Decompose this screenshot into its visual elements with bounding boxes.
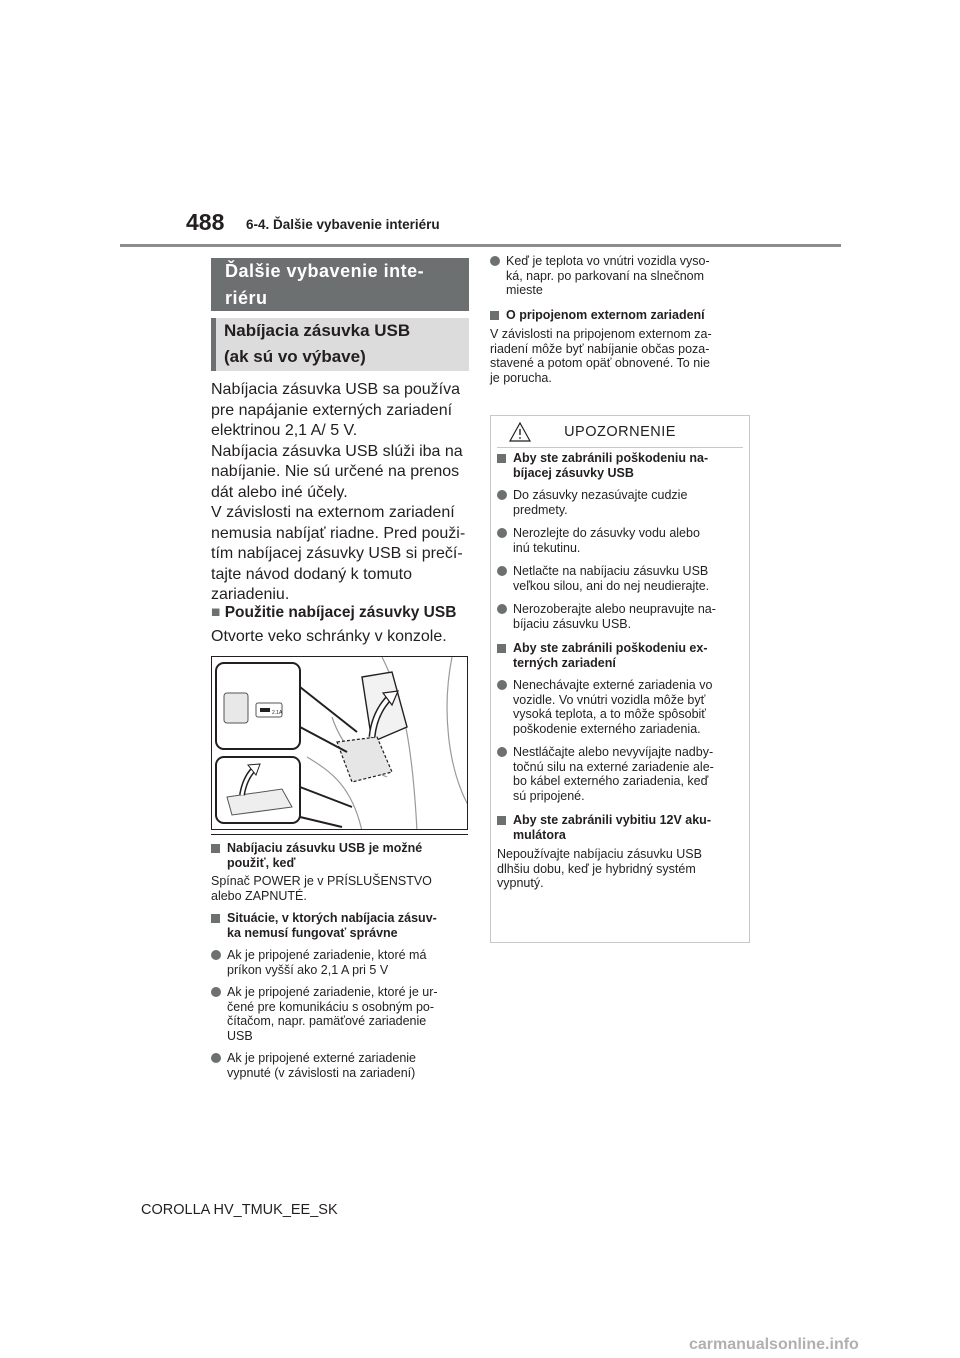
intro-line: Nabíjacia zásuvka USB slúži iba na	[211, 442, 463, 460]
usage-heading: ■ Použitie nabíjacej zásuvky USB	[211, 604, 457, 621]
intro-line: dát alebo iné účely.	[211, 483, 348, 501]
chapter-title-box	[211, 258, 469, 311]
right-notes	[490, 254, 750, 385]
list-item: Nerozlejte do zásuvky vodu alebo inú tekutinu.	[497, 526, 743, 555]
list-item: Ak je pripojené zariadenie, ktoré má príkon vyšší ako 2,1 A pri 5 V	[211, 948, 469, 977]
usb-rating-label: 2.1A	[272, 710, 283, 716]
circle-bullet-icon	[497, 604, 507, 614]
warning-title: UPOZORNENIE	[564, 424, 676, 440]
list-item: Nestláčajte alebo nevyvíjajte nadby- točnú silu na externé zariadenie ale- bo kábel externého zariadenia, keď sú pripojené.	[497, 745, 743, 803]
intro-text	[211, 380, 473, 606]
square-bullet-icon	[497, 644, 506, 653]
section-title: 6-4. Ďalšie vybavenie interiéru	[246, 217, 440, 232]
circle-bullet-icon	[497, 747, 507, 757]
note-heading: O pripojenom externom zariadení	[490, 308, 750, 324]
warning-triangle-icon	[509, 422, 531, 442]
warning-heading: Aby ste zabránili poškodeniu na- bíjacej zásuvky USB	[497, 451, 743, 480]
list-item: Ak je pripojené zariadenie, ktoré je ur- čené pre komunikáciu s osobným po- čítačom, napr. pamäťové zariadenie USB	[211, 985, 469, 1043]
intro-line: nabíjanie. Nie sú určené na prenos	[211, 463, 460, 480]
intro-line: tajte návod dodaný k tomuto	[211, 565, 413, 583]
intro-line: tím nabíjacej zásuvky USB si prečí-	[211, 545, 463, 562]
intro-line: pre napájanie externých zariadení	[211, 401, 453, 419]
warning-box	[490, 415, 750, 943]
note-text: V závislosti na pripojenom externom za- riadení môže byť nabíjanie občas poza- stavené a potom opäť obnovené. To nie je porucha.	[490, 327, 712, 385]
document-footer: COROLLA HV_TMUK_EE_SK	[141, 1202, 338, 1218]
list-item: Nenechávajte externé zariadenia vo vozidle. Vo vnútri vozidla môže byť vysoká teplota, a to môže spôsobiť poškodenie externého zariadenia.	[497, 678, 743, 736]
square-bullet-icon	[497, 816, 506, 825]
list-item: Ak je pripojené externé zariadenie vypnuté (v závislosti na zariadení)	[211, 1051, 469, 1080]
chapter-title-line2: riéru	[225, 288, 268, 308]
left-notes	[211, 841, 469, 1080]
note-heading: Situácie, v ktorých nabíjacia zásuv- ka nemusí fungovať správne	[211, 911, 469, 940]
intro-line: zariadeniu.	[211, 586, 290, 603]
figure-divider	[211, 834, 468, 835]
note-heading: Nabíjaciu zásuvku USB je možné použiť, keď	[211, 841, 469, 870]
header-divider	[120, 244, 841, 247]
list-item: Do zásuvky nezasúvajte cudzie predmety.	[497, 488, 743, 517]
intro-line: Nabíjacia zásuvka USB sa používa	[211, 381, 461, 398]
circle-bullet-icon	[497, 490, 507, 500]
list-item: Nerozoberajte alebo neupravujte na- bíjaciu zásuvku USB.	[497, 602, 743, 631]
topic-title-line1: Nabíjacia zásuvka USB	[224, 321, 411, 340]
square-bullet-icon	[211, 914, 220, 923]
circle-bullet-icon	[211, 950, 221, 960]
intro-line: nemusia nabíjať riadne. Pred použi-	[211, 524, 466, 542]
console-illustration	[211, 656, 468, 830]
list-item: Keď je teplota vo vnútri vozidla vyso- ká, napr. po parkovaní na slnečnom mieste	[490, 254, 750, 298]
warning-header	[491, 416, 749, 448]
circle-bullet-icon	[211, 987, 221, 997]
warning-body	[497, 451, 743, 891]
square-bullet-icon	[490, 311, 499, 320]
console-usb-illustration	[212, 657, 468, 830]
warning-divider	[497, 447, 743, 448]
square-bullet-icon: ■	[211, 604, 221, 621]
circle-bullet-icon	[497, 680, 507, 690]
circle-bullet-icon	[497, 566, 507, 576]
topic-title-box	[211, 318, 469, 371]
note-text: Spínač POWER je v PRÍSLUŠENSTVO alebo ZAPNUTÉ.	[211, 874, 432, 903]
watermark: carmanualsonline.info	[689, 1336, 859, 1353]
warning-heading: Aby ste zabránili vybitiu 12V aku- mulátora	[497, 813, 743, 842]
chapter-title-line1: Ďalšie vybavenie inte-	[225, 261, 425, 281]
square-bullet-icon	[497, 454, 506, 463]
circle-bullet-icon	[490, 256, 500, 266]
topic-title-line2: (ak sú vo výbave)	[224, 347, 366, 366]
square-bullet-icon	[211, 844, 220, 853]
page-number: 488	[186, 209, 225, 235]
circle-bullet-icon	[211, 1053, 221, 1063]
intro-line: V závislosti na externom zariadení	[211, 504, 455, 521]
warning-heading: Aby ste zabránili poškodeniu ex- terných zariadení	[497, 641, 743, 670]
usage-text: Otvorte veko schránky v konzole.	[211, 628, 447, 645]
list-item: Netlačte na nabíjaciu zásuvku USB veľkou silou, ani do nej neudierajte.	[497, 564, 743, 593]
circle-bullet-icon	[497, 528, 507, 538]
intro-line: elektrinou 2,1 A/ 5 V.	[211, 422, 358, 439]
warning-text: Nepoužívajte nabíjaciu zásuvku USB dlhšiu dobu, keď je hybridný systém vypnutý.	[497, 847, 702, 890]
